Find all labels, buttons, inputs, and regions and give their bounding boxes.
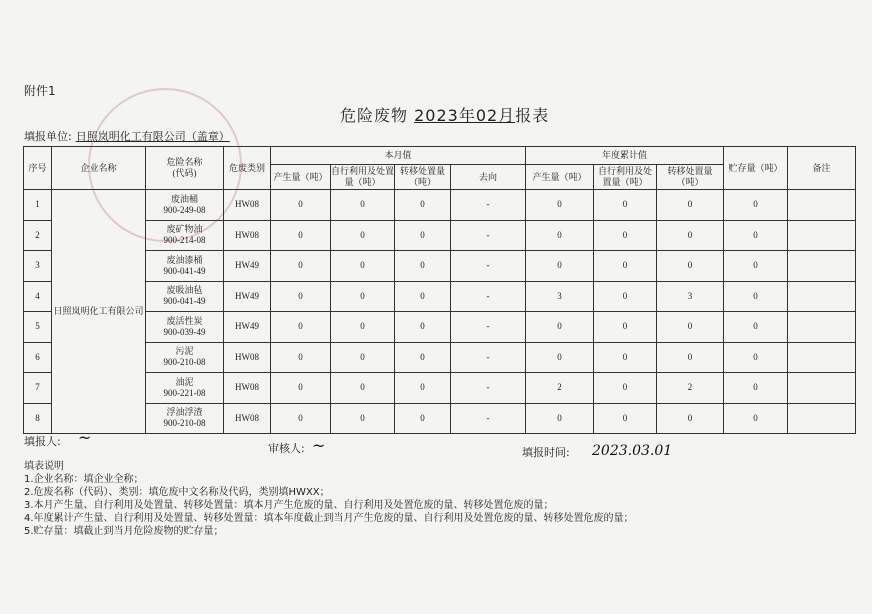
instruction-item: 1.企业名称：填企业全称； (24, 474, 144, 485)
cell-storage: 0 (724, 342, 788, 373)
waste-name: 废矿物油 (166, 224, 203, 235)
cell-month-self-use: 0 (331, 373, 395, 404)
reviewer-signature: ~ (312, 436, 326, 455)
cell-seq: 2 (24, 220, 52, 251)
cell-remark (788, 312, 856, 343)
cell-month-transfer: 0 (395, 312, 451, 343)
cell-month-self-use: 0 (331, 281, 395, 312)
cell-month-self-use: 0 (331, 312, 395, 343)
reporting-unit (24, 128, 230, 144)
cell-category: HW49 (224, 281, 271, 312)
cell-destination: - (451, 312, 526, 343)
cell-month-produce: 0 (271, 251, 331, 282)
cell-month-transfer: 0 (395, 190, 451, 221)
cell-remark (788, 251, 856, 282)
cell-month-produce: 0 (271, 312, 331, 343)
title-period: 2023年02月 (414, 106, 516, 125)
cell-year-produce: 0 (526, 403, 594, 434)
cell-storage: 0 (724, 251, 788, 282)
cell-month-transfer: 0 (395, 281, 451, 312)
cell-seq: 5 (24, 312, 52, 343)
waste-name: 油泥 (175, 376, 194, 387)
cell-waste-name (146, 281, 224, 312)
cell-category: HW08 (224, 373, 271, 404)
header-seq: 序号 (24, 147, 52, 190)
waste-code: 900-041-49 (163, 296, 206, 307)
waste-code: 900-249-08 (163, 204, 206, 215)
header-year-produce: 产生量（吨） (526, 165, 594, 190)
cell-year-self-use: 0 (594, 403, 657, 434)
cell-storage: 0 (724, 403, 788, 434)
cell-month-produce: 0 (271, 373, 331, 404)
cell-year-self-use: 0 (594, 373, 657, 404)
annex-label: 附件1 (24, 84, 56, 98)
cell-waste-name (146, 403, 224, 434)
table-row (24, 281, 856, 312)
cell-year-self-use: 0 (594, 281, 657, 312)
cell-year-transfer: 0 (657, 342, 724, 373)
instruction-item: 5.贮存量：填截止到当月危险废物的贮存量； (24, 526, 224, 537)
cell-destination: - (451, 403, 526, 434)
table-row (24, 190, 856, 221)
instruction-item: 4.年度累计产生量、自行利用及处置量、转移处置量：填本年度截止到当月产生危废的量、自行利用及处置危废的量、转移处置危废的量； (24, 513, 634, 524)
cell-month-self-use: 0 (331, 220, 395, 251)
header-company: 企业名称 (52, 147, 146, 190)
cell-year-transfer: 0 (657, 312, 724, 343)
instructions-title: 填表说明 (24, 461, 64, 472)
cell-storage: 0 (724, 373, 788, 404)
header-waste-name (146, 147, 224, 190)
reporter-signature: ~ (78, 428, 92, 447)
cell-seq: 8 (24, 403, 52, 434)
report-title (340, 103, 549, 126)
cell-destination: - (451, 373, 526, 404)
header-month-self-use: 自行利用及处置量（吨） (331, 165, 395, 190)
cell-month-transfer: 0 (395, 403, 451, 434)
cell-year-produce: 3 (526, 281, 594, 312)
cell-year-self-use: 0 (594, 312, 657, 343)
reporter-label: 填报人: (24, 435, 61, 448)
table-row (24, 342, 856, 373)
waste-name: 废油漆桶 (166, 254, 203, 265)
cell-year-produce: 2 (526, 373, 594, 404)
cell-year-transfer: 0 (657, 220, 724, 251)
cell-month-produce: 0 (271, 342, 331, 373)
cell-year-transfer: 0 (657, 251, 724, 282)
cell-year-self-use: 0 (594, 342, 657, 373)
header-month-group: 本月值 (271, 147, 526, 165)
cell-destination: - (451, 281, 526, 312)
cell-destination: - (451, 190, 526, 221)
cell-year-produce: 0 (526, 342, 594, 373)
header-waste-code-text: (代码) (172, 168, 197, 178)
unit-label: 填报单位: (24, 130, 72, 143)
cell-month-produce: 0 (271, 220, 331, 251)
cell-remark (788, 220, 856, 251)
cell-category: HW49 (224, 251, 271, 282)
instructions (24, 460, 634, 538)
waste-code: 900-041-49 (163, 265, 206, 276)
cell-storage: 0 (724, 220, 788, 251)
header-month-produce: 产生量（吨） (271, 165, 331, 190)
cell-waste-name (146, 251, 224, 282)
header-year-group: 年度累计值 (526, 147, 724, 165)
cell-remark (788, 373, 856, 404)
waste-name: 废油桶 (170, 193, 198, 204)
waste-code: 900-214-08 (163, 235, 206, 246)
cell-seq: 7 (24, 373, 52, 404)
header-category: 危废类别 (224, 147, 271, 190)
cell-year-self-use: 0 (594, 220, 657, 251)
cell-month-transfer: 0 (395, 373, 451, 404)
cell-waste-name (146, 373, 224, 404)
cell-storage: 0 (724, 281, 788, 312)
cell-category: HW08 (224, 403, 271, 434)
cell-year-self-use: 0 (594, 190, 657, 221)
cell-month-self-use: 0 (331, 190, 395, 221)
date-label: 填报时间: (522, 446, 570, 459)
header-year-transfer: 转移处置量（吨） (657, 165, 724, 190)
cell-destination: - (451, 251, 526, 282)
table-row (24, 251, 856, 282)
waste-name: 废活性炭 (166, 315, 203, 326)
cell-category: HW08 (224, 342, 271, 373)
cell-month-transfer: 0 (395, 342, 451, 373)
header-destination: 去向 (451, 165, 526, 190)
header-waste-name-text: 危险名称 (166, 157, 203, 167)
waste-name: 浮油浮渣 (166, 407, 203, 418)
cell-waste-name (146, 220, 224, 251)
waste-code: 900-039-49 (163, 326, 206, 337)
cell-remark (788, 281, 856, 312)
cell-seq: 4 (24, 281, 52, 312)
cell-year-produce: 0 (526, 312, 594, 343)
cell-year-produce: 0 (526, 251, 594, 282)
cell-category: HW08 (224, 190, 271, 221)
instruction-item: 3.本月产生量、自行利用及处置量、转移处置量：填本月产生危废的量、自行利用及处置危废的量、转移处置危废的量； (24, 500, 554, 511)
cell-month-transfer: 0 (395, 251, 451, 282)
header-month-transfer: 转移处置量（吨） (395, 165, 451, 190)
date-value: 2023.03.01 (592, 443, 673, 459)
waste-name: 污泥 (175, 346, 194, 357)
unit-value: 日照岚明化工有限公司（盖章） (75, 130, 230, 143)
cell-month-self-use: 0 (331, 251, 395, 282)
cell-waste-name (146, 312, 224, 343)
cell-seq: 6 (24, 342, 52, 373)
cell-remark (788, 403, 856, 434)
table-row (24, 312, 856, 343)
title-prefix: 危险废物 (340, 106, 409, 125)
header-year-self-use: 自行利用及处置量（吨） (594, 165, 657, 190)
cell-year-produce: 0 (526, 220, 594, 251)
cell-waste-name (146, 342, 224, 373)
cell-destination: - (451, 342, 526, 373)
title-suffix: 报表 (515, 106, 550, 125)
cell-seq: 3 (24, 251, 52, 282)
instruction-item: 2.危废名称（代码）、类别：填危废中文名称及代码，类别填HWXX； (24, 487, 330, 498)
cell-storage: 0 (724, 190, 788, 221)
cell-year-transfer: 0 (657, 190, 724, 221)
cell-year-self-use: 0 (594, 251, 657, 282)
waste-code: 900-210-08 (163, 418, 206, 429)
cell-year-produce: 0 (526, 190, 594, 221)
waste-code: 900-210-08 (163, 357, 206, 368)
header-storage: 贮存量（吨） (724, 147, 788, 190)
cell-remark (788, 190, 856, 221)
cell-month-self-use: 0 (331, 342, 395, 373)
cell-month-transfer: 0 (395, 220, 451, 251)
cell-storage: 0 (724, 312, 788, 343)
cell-month-self-use: 0 (331, 403, 395, 434)
table-row (24, 220, 856, 251)
cell-destination: - (451, 220, 526, 251)
header-remark: 备注 (788, 147, 856, 190)
cell-year-transfer: 3 (657, 281, 724, 312)
cell-remark (788, 342, 856, 373)
cell-year-transfer: 0 (657, 403, 724, 434)
cell-year-transfer: 2 (657, 373, 724, 404)
reviewer-label: 审核人: (268, 442, 305, 455)
cell-month-produce: 0 (271, 190, 331, 221)
cell-company: 日照岚明化工有限公司 (52, 190, 146, 434)
table-row (24, 403, 856, 434)
hazardous-waste-table (23, 146, 856, 434)
cell-month-produce: 0 (271, 281, 331, 312)
waste-name: 废吸油毡 (166, 285, 203, 296)
cell-month-produce: 0 (271, 403, 331, 434)
cell-category: HW49 (224, 312, 271, 343)
cell-category: HW08 (224, 220, 271, 251)
cell-seq: 1 (24, 190, 52, 221)
waste-code: 900-221-08 (163, 387, 206, 398)
cell-waste-name (146, 190, 224, 221)
table-row (24, 373, 856, 404)
